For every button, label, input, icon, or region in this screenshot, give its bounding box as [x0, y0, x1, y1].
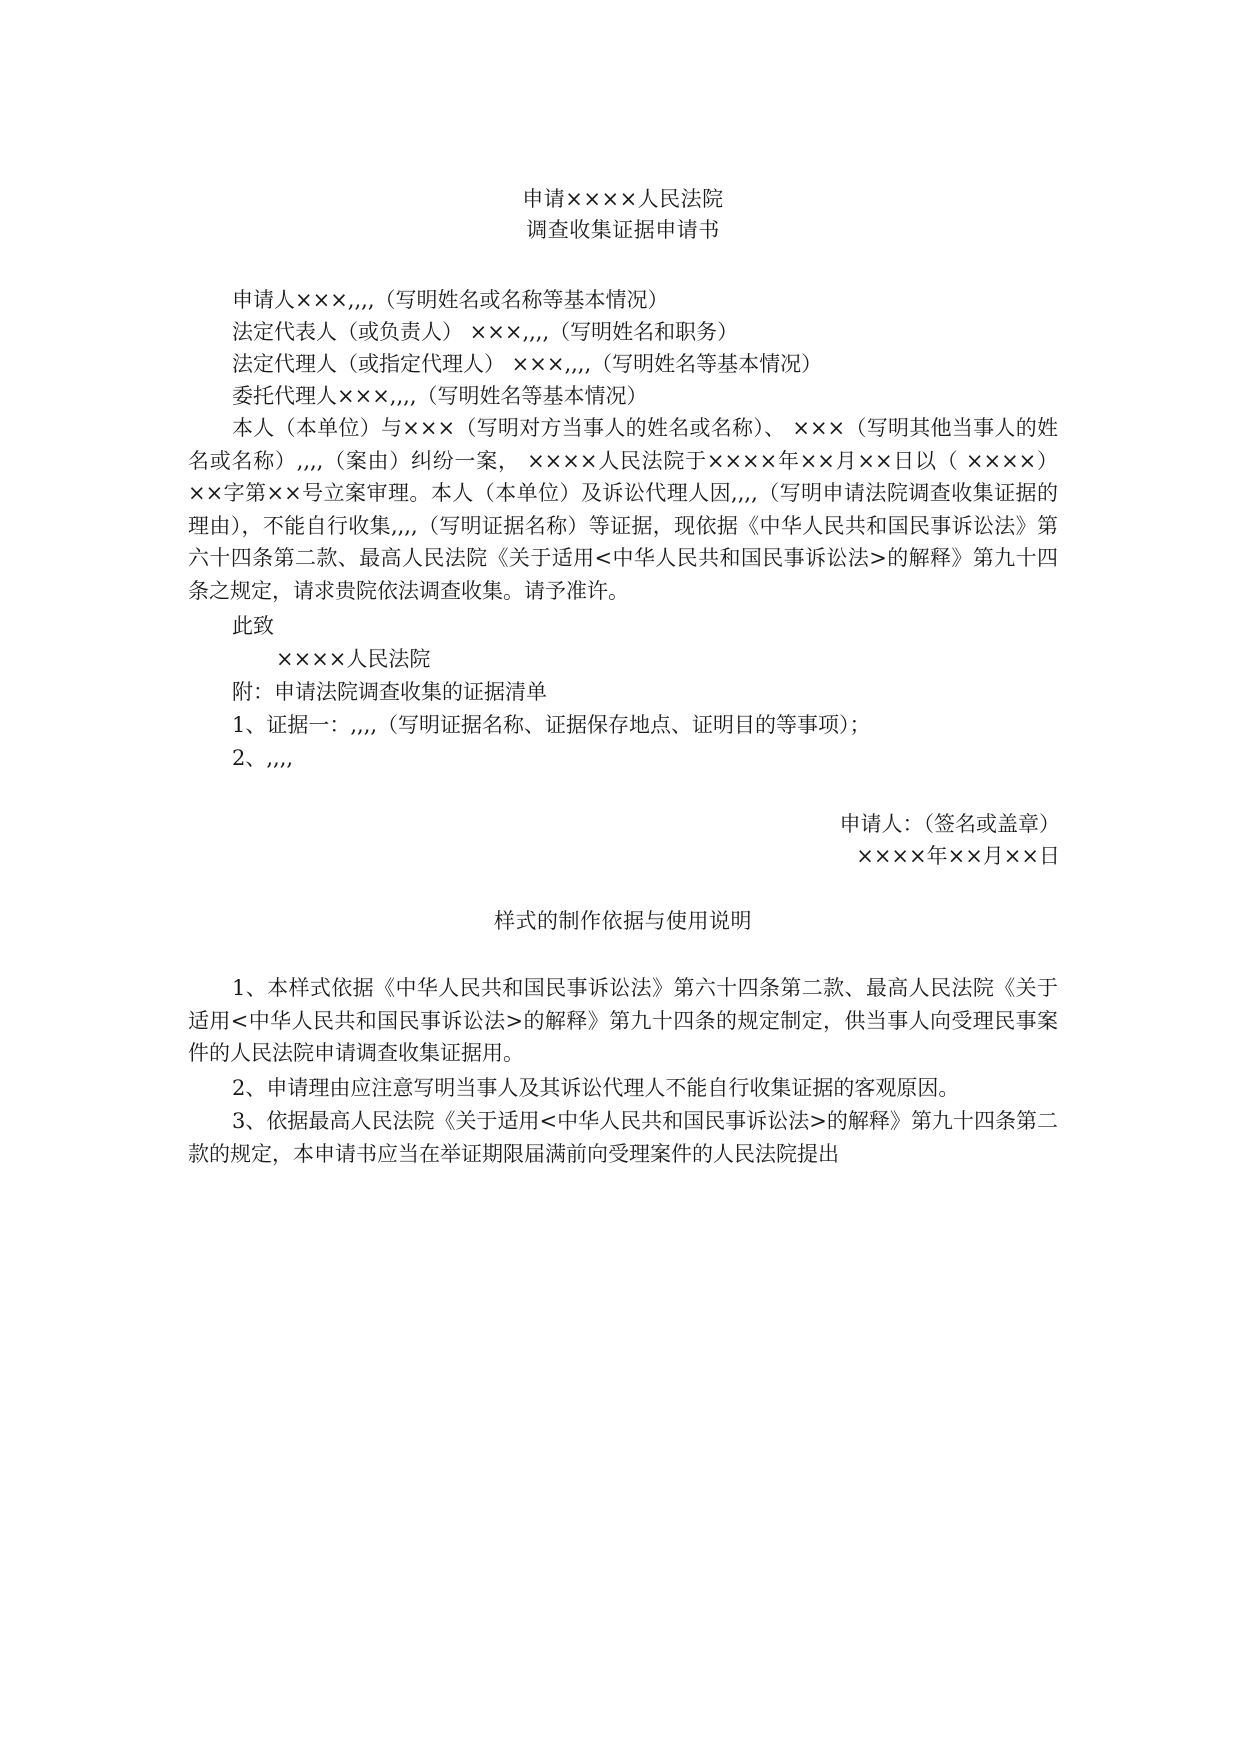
instructions-heading: 样式的制作依据与使用说明 — [494, 909, 752, 933]
legal-representative-line: 法定代表人（或负责人） ×××,,,,（写明姓名和职务） — [232, 320, 739, 344]
instruction-item-3: 3、依据最高人民法院《关于适用<中华人民共和国民事诉讼法>的解释》第九十四条第二款的规定，本申请书应当在举证期限届满前向受理案件的人民法院提出 — [188, 1109, 1058, 1166]
instruction-item-1: 1、本样式依据《中华人民共和国民事诉讼法》第六十四条第二款、最高人民法院《关于适用<中华人民共和国民事诉讼法>的解释》第九十四条的规定制定，供当事人向受理民事案件的人民法院申请调查收集证据用。 — [188, 976, 1058, 1066]
applicant-line: 申请人×××,,,,（写明姓名或名称等基本情况） — [232, 288, 669, 312]
document-title-line2: 调查收集证据申请书 — [526, 218, 720, 242]
entrusted-agent-line: 委托代理人×××,,,,（写明姓名等基本情况） — [232, 384, 648, 408]
evidence-item-1: 1、证据一：,,,,（写明证据名称、证据保存地点、证明目的等事项）； — [232, 713, 871, 737]
document-title-line1: 申请××××人民法院 — [522, 187, 724, 211]
attachment-heading: 附：申请法院调查收集的证据清单 — [232, 680, 547, 704]
evidence-item-2: 2、,,,, — [232, 746, 294, 770]
recipient-court: ××××人民法院 — [276, 647, 431, 671]
statutory-agent-line: 法定代理人（或指定代理人） ×××,,,,（写明姓名等基本情况） — [232, 352, 823, 376]
instruction-item-2: 2、申请理由应注意写明当事人及其诉讼代理人不能自行收集证据的客观原因。 — [232, 1076, 960, 1100]
date-line: ××××年××月××日 — [856, 844, 1060, 868]
salutation: 此致 — [232, 614, 274, 638]
signature-line: 申请人：（签名或盖章） — [839, 812, 1060, 836]
application-body-paragraph: 本人（本单位）与×××（写明对方当事人的姓名或名称）、 ×××（写明其他当事人的姓名或名称）,,,,（案由）纠纷一案， ××××人民法院于××××年××月××日以（ ××××） ××字第××号立案审理。本人（本单位）及诉讼代理人因,,,,（写明申请法院调查收集证据的理由），不能自行收集,,,,（写明证据名称）等证据，现依据《中华人民共和国民事诉讼法》第六十四条第二款、最高人民法院《关于适用<中华人民共和国民事诉讼法>的解释》第九十四条之规定，请求贵院依法调查收集。请予准许。 — [188, 416, 1058, 603]
